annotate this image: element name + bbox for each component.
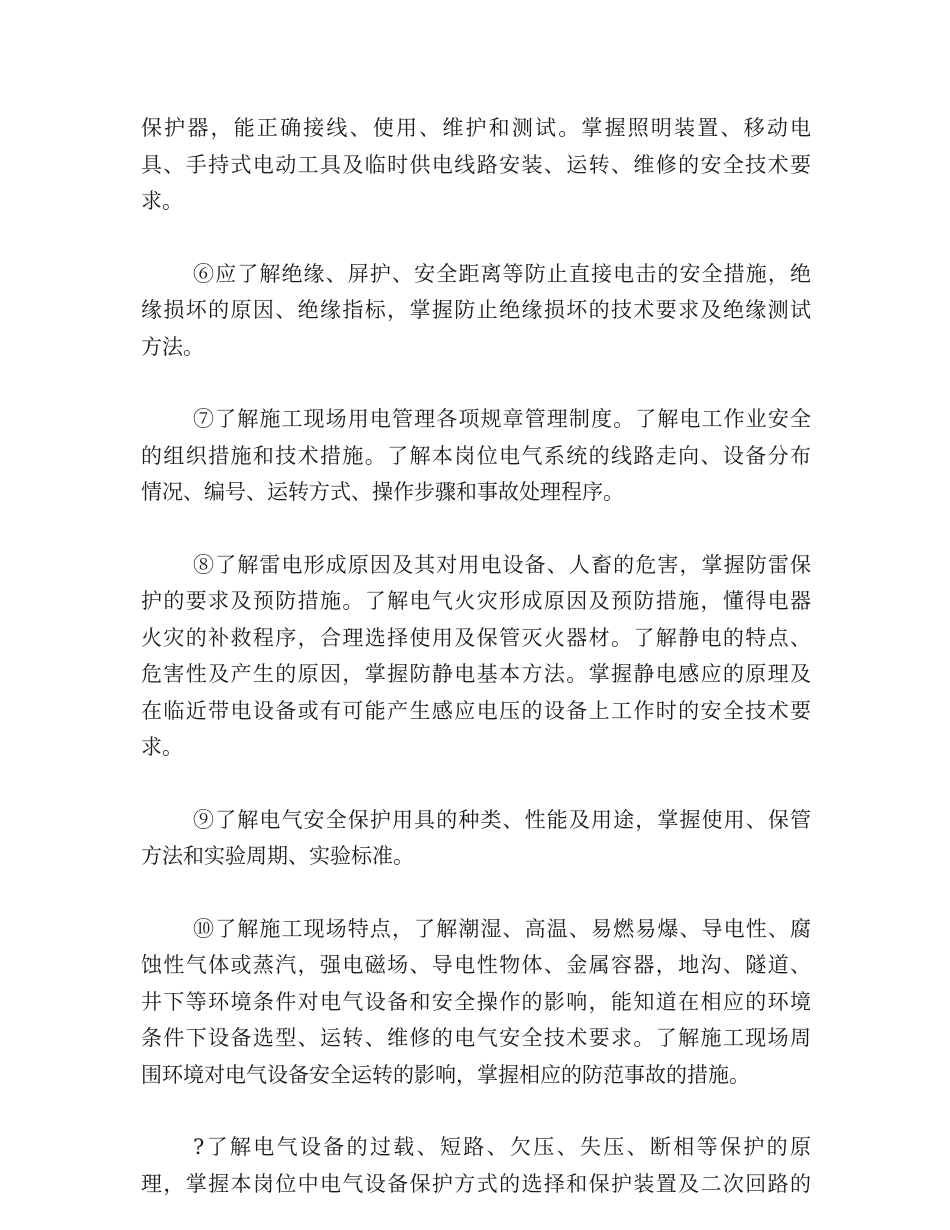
text-line: 理，掌握本岗位中电气设备保护方式的选择和保护装置及二次回路的 <box>141 1171 811 1196</box>
paragraph-gap <box>141 365 811 401</box>
paragraph-item-7 <box>141 401 811 511</box>
paragraph-protector <box>141 110 811 220</box>
paragraph-gap <box>141 1093 811 1129</box>
paragraph-item-11 <box>141 1129 811 1202</box>
paragraph-gap <box>141 511 811 547</box>
text-line: ⑨了解电气安全保护用具的种类、性能及用途，掌握使用、保管 <box>193 807 811 832</box>
paragraph-item-10 <box>141 911 811 1094</box>
paragraph-item-8 <box>141 547 811 766</box>
text-line: 蚀性气体或蒸汽，强电磁场、导电性物体、金属容器，地沟、隧道、 <box>141 953 811 977</box>
text-line: 条件下设备选型、运转、维修的电气安全技术要求。了解施工现场周 <box>141 1026 811 1050</box>
text-line: 危害性及产生的原因，掌握防静电基本方法。掌握静电感应的原理及 <box>141 662 811 686</box>
text-line: 求。 <box>141 735 183 759</box>
text-line: 的组织措施和技术措施。了解本岗位电气系统的线路走向、设备分布 <box>141 443 811 468</box>
paragraph-gap <box>141 875 811 911</box>
text-line: ⑩了解施工现场特点，了解潮湿、高温、易燃易爆、导电性、腐 <box>193 916 811 941</box>
text-line: 具、手持式电动工具及临时供电线路安装、运转、维修的安全技术要 <box>141 152 811 177</box>
text-line: 火灾的补救程序，合理选择使用及保管灭火器材。了解静电的特点、 <box>141 625 811 650</box>
text-line: ?了解电气设备的过载、短路、欠压、失压、断相等保护的原 <box>193 1135 811 1159</box>
document-body <box>141 110 811 1202</box>
paragraph-gap <box>141 220 811 256</box>
paragraph-item-9 <box>141 802 811 875</box>
text-line: ⑦了解施工现场用电管理各项规章管理制度。了解电工作业安全 <box>193 407 811 431</box>
text-line: 在临近带电设备或有可能产生感应电压的设备上工作时的安全技术要 <box>141 698 811 723</box>
text-line: 护的要求及预防措施。了解电气火灾形成原因及预防措施，懂得电器 <box>141 589 811 613</box>
text-line: 井下等环境条件对电气设备和安全操作的影响，能知道在相应的环境 <box>141 989 811 1014</box>
paragraph-gap <box>141 766 811 802</box>
text-line: ⑥应了解绝缘、屏护、安全距离等防止直接电击的安全措施，绝 <box>193 261 811 286</box>
text-line: ⑧了解雷电形成原因及其对用电设备、人畜的危害，掌握防雷保 <box>193 552 811 577</box>
text-line: 方法和实验周期、实验标准。 <box>141 844 414 868</box>
paragraph-item-6 <box>141 256 811 366</box>
text-line: 围环境对电气设备安全运转的影响，掌握相应的防范事故的措施。 <box>141 1062 750 1087</box>
text-line: 情况、编号、运转方式、操作步骤和事故处理程序。 <box>141 480 624 504</box>
text-line: 方法。 <box>141 334 204 359</box>
text-line: 求。 <box>141 189 183 213</box>
text-line: 缘损坏的原因、绝缘指标，掌握防止绝缘损坏的技术要求及绝缘测试 <box>141 298 811 322</box>
text-line: 保护器，能正确接线、使用、维护和测试。掌握照明装置、移动电 <box>141 116 811 140</box>
